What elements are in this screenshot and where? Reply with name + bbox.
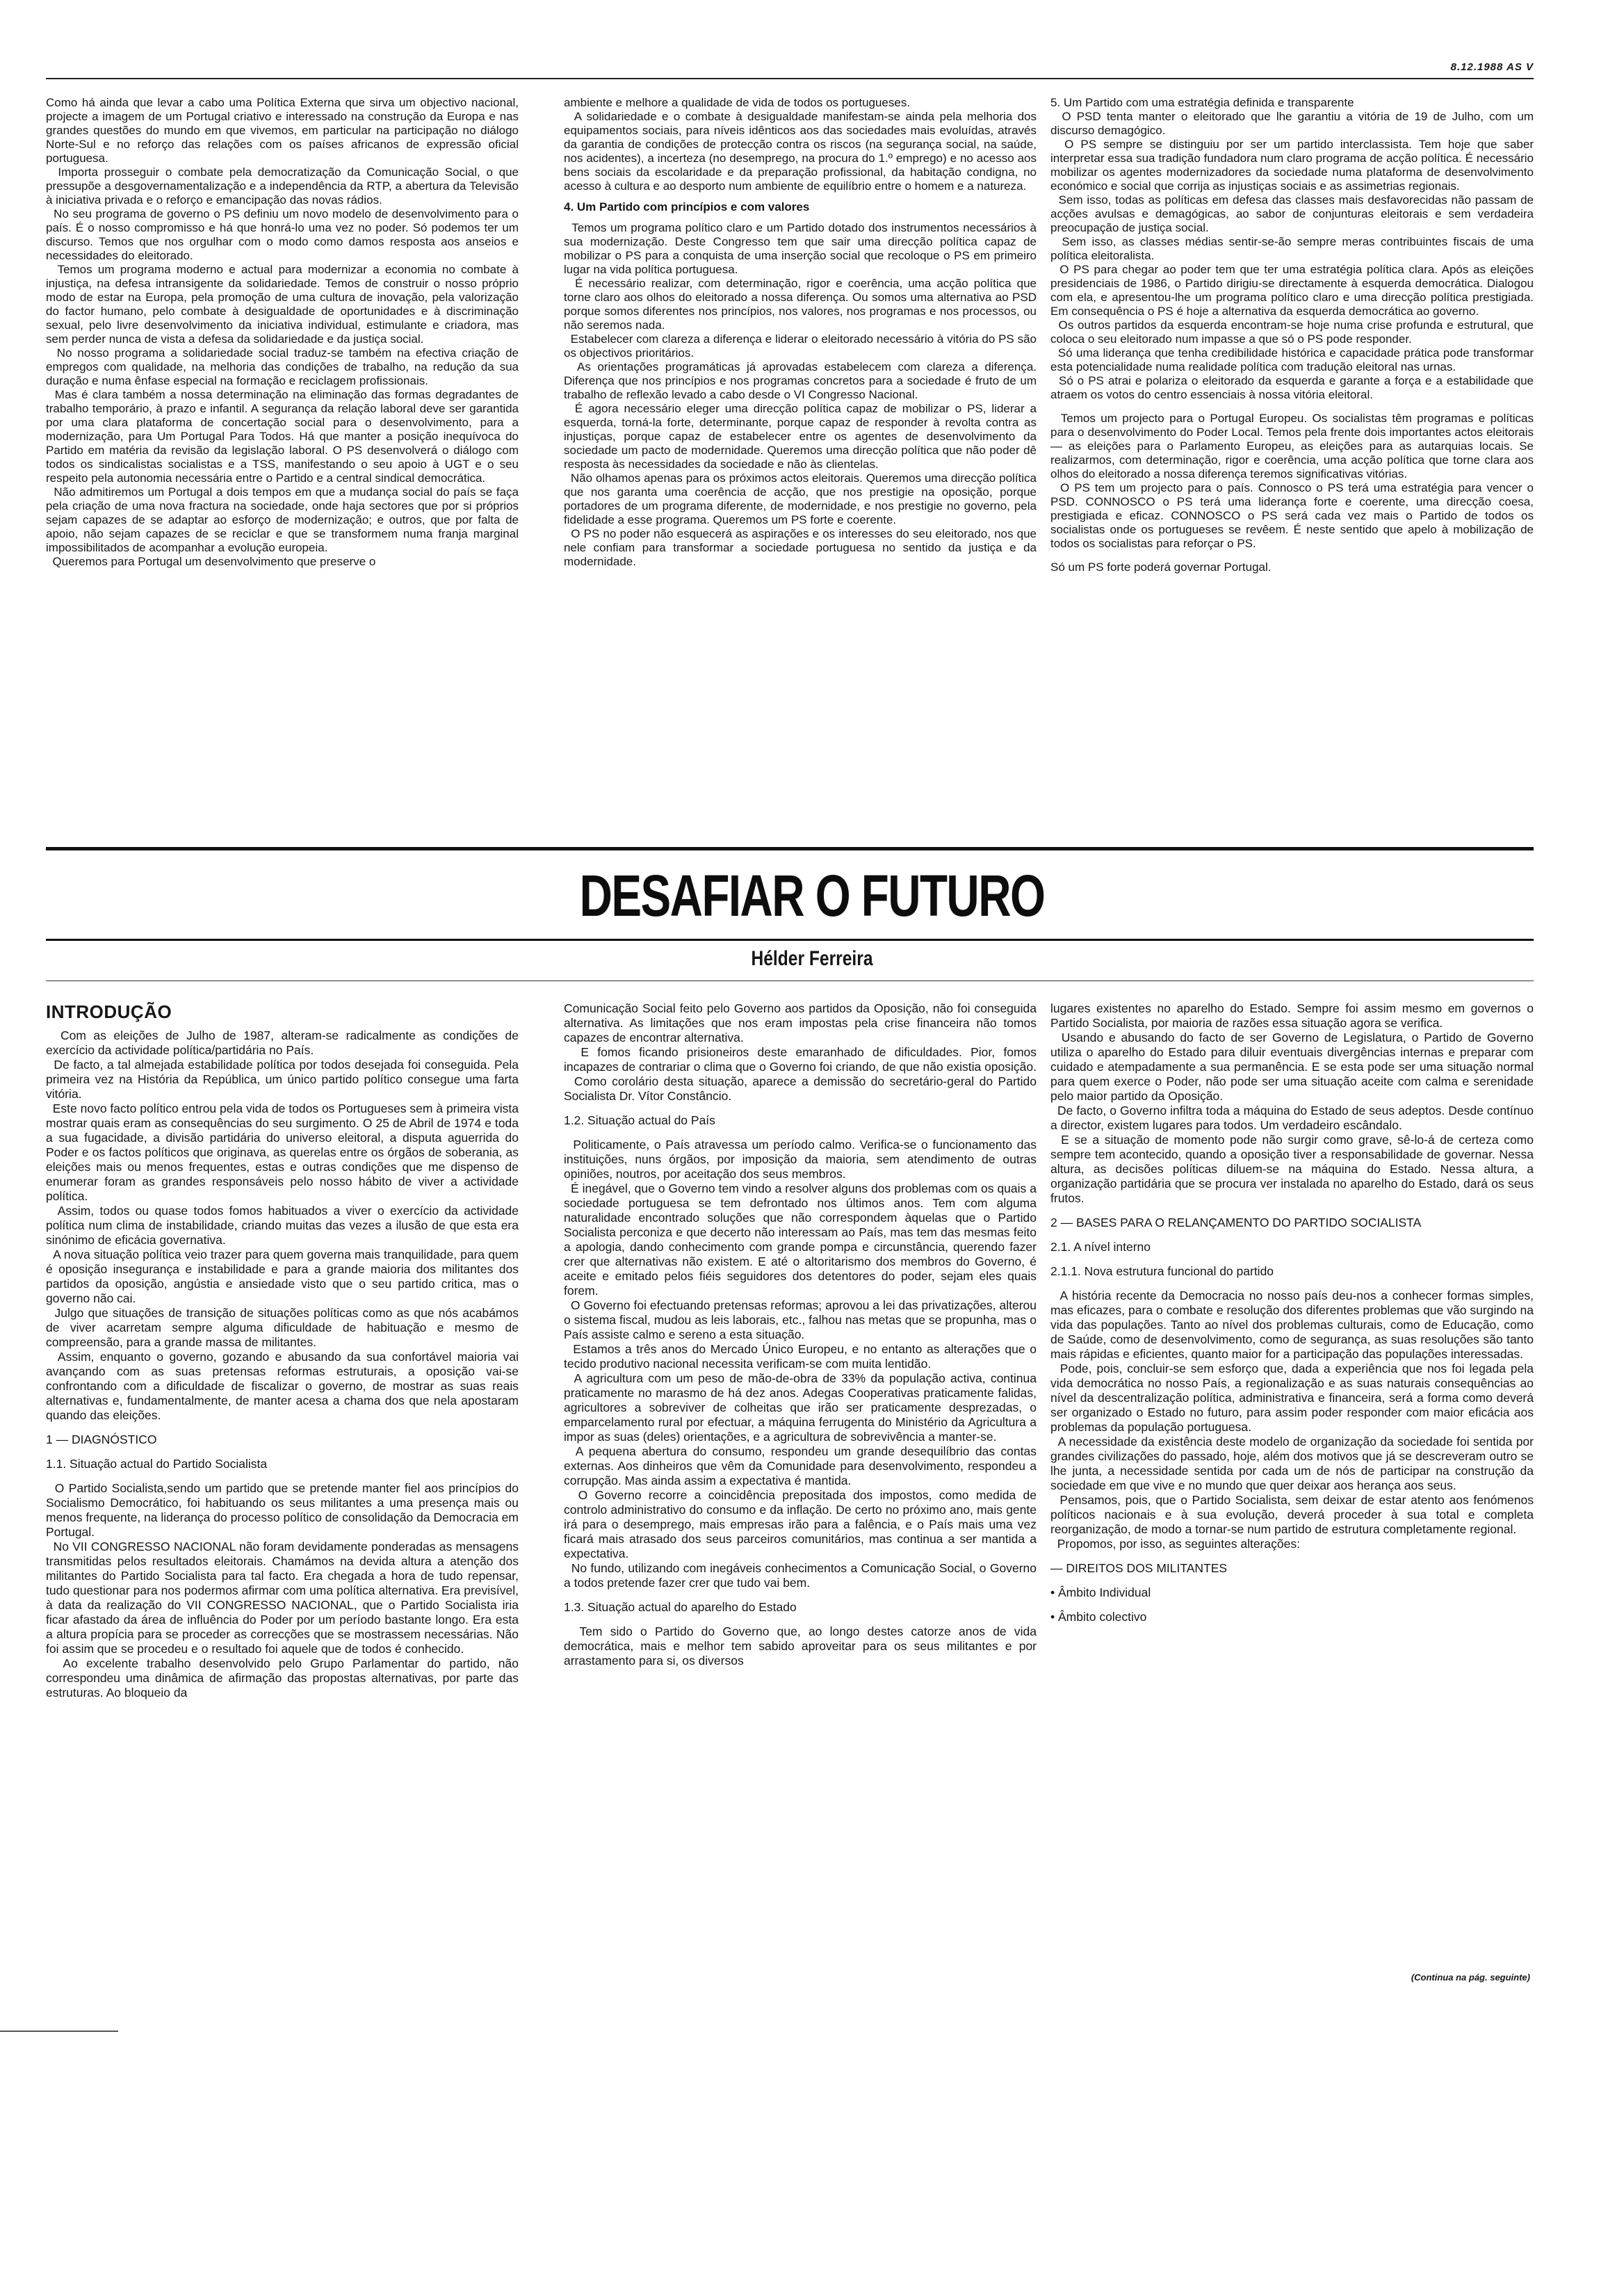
top-column-1 <box>46 96 519 569</box>
section-2: 2 — BASES PARA O RELANÇAMENTO DO PARTIDO SOCIALISTA <box>1050 1216 1422 1229</box>
continued-note: (Continua na pág. seguinte) <box>1411 1972 1530 1983</box>
bullet-individual: • Âmbito Individual <box>1050 1585 1151 1599</box>
main-column-1 <box>46 1001 519 1700</box>
section-2-1-1: 2.1.1. Nova estrutura funcional do partido <box>1050 1264 1274 1278</box>
section-1-1: 1.1. Situação actual do Partido Socialista <box>46 1457 268 1471</box>
top-article <box>46 96 1534 840</box>
main-column-2 <box>564 1001 1040 1668</box>
main-col2-text-b: Politicamente, o País atravessa um período calmo. Verifica-se o funcionamento das instituições, nuns órgãos, por imposição da maioria, sem atendimento de outras opiniões, noutros, por aceitação dos seus membros. É inegável, que o Governo tem vindo a resolver alguns dos problemas com os quais a sociedade portuguesa se tem defrontado nos últimos anos. Tem com alguma naturalidade encontrado soluções que não correspondem àquelas que o Partido Socialista perconiza e que decerto não interessam ao País, mas tem das mesmas feito a apologia, dando conhecimento com grande pompa e circunstância, querendo fazer crer que alternativas não existem. E até o altoritarismo dos membros do Governo, é aceite e emitado pelos fiéis seguidores dos detentores do poder, sejam eles quais forem. O Governo foi efectuando pretensas reformas; aprovou a lei das privatizações, alterou o sistema fiscal, mudou as leis laborais, etc., falhou nas metas que se propunha, mas o País assiste calmo e sereno a esta situação. Estamos a três anos do Mercado Único Europeu, e no entanto as alterações que o tecido produtivo nacional necessita verificam-se com muita lentidão. A agricultura com um peso de mão-de-obra de 33% da população activa, continua praticamente no marasmo de há dez anos. Adegas Cooperativas praticamente falidas, agricultores a sobreviver de colheitas que irão ser praticamente desprezadas, o emparcelamento rural por efectuar, a máquina ferrugenta do Ministério da Agricultura a impor as suas (deles) orientações, e a agricultura de sobrevivência a manter-se. A pequena abertura do consumo, respondeu um grande desequilíbrio das contas externas. Aos dinheiros que vêm da Comunidade para desenvolvimento, respondeu a corrupção. Mas ainda assim a expectativa é mantida. O Governo recorre a coincidência prepositada dos impostos, como medida de controlo administrativo do consumo e da inflação. De certo no próximo ano, mais gente irá para o desemprego, mais empresas irão para a falência, e o País mais uma vez ficará mais atrasado dos seus parceiros comunitários, mas continua a ser mantida a expectativa. No fundo, utilizando com inegáveis conhecimentos a Comunicação Social, o Governo a todos pretende fazer crer que tudo vai bem. <box>564 1138 1037 1590</box>
section-direitos: — DIREITOS DOS MILITANTES <box>1050 1561 1228 1575</box>
main-col2-text-a: Comunicação Social feito pelo Governo aos partidos da Oposição, não foi conseguida alternativa. As limitações que nos eram impostas pela crise financeira não tomos capazes de encontrar alternativa. E fomos ficando prisioneiros deste emaranhado de dificuldades. Pior, fomos incapazes de contrariar o clima que o Governo foi criando, de que não existia oposição. Como corolário desta situação, aparece a demissão do secretário-geral do Partido Socialista Dr. Vítor Constâncio. <box>564 1001 1037 1103</box>
main-col2-text-c: Tem sido o Partido do Governo que, ao longo destes catorze anos de vida democrática, mais e melhor tem sabido aproveitar para os seus militantes e por arrastamento para si, os diversos <box>564 1624 1040 1668</box>
top-column-3 <box>1050 96 1534 574</box>
intro-heading: INTRODUÇÃO <box>46 1001 172 1022</box>
section-rule <box>46 847 1534 850</box>
top-col3-text-a: 5. Um Partido com uma estratégia definida e transparente O PSD tenta manter o eleitorado que lhe garantiu a vitória de 19 de Julho, com um discurso demagógico. O PS sempre se distinguiu por ser um partido interclassista. Tem hoje que saber interpretar essa sua tradição fundadora num claro programa de acção política. É necessário mobilizar os agentes modernizadores da sociedade numa plataforma de desenvolvimento económico e social que corrija as injustiças sociais e as assimetrias regionais. Sem isso, todas as políticas em defesa das classes mais desfavorecidas não passam de acções avulsas e demagógicas, ao sabor de conjunturas eleitorais e sem verdadeira preocupação de justiça social. Sem isso, as classes médias sentir-se-ão sempre meras contribuintes fiscais de uma política eleitoralista. O PS para chegar ao poder tem que ter uma estratégia política clara. Após as eleições presidenciais de 1986, o Partido dirigiu-se directamente à esquerda democrática. Dialogou com ela, e apresentou-lhe um programa político claro e uma direcção política prestigiada. Em consequência o PS é hoje a alternativa da esquerda democrática ao governo. Os outros partidos da esquerda encontram-se hoje numa crise profunda e estrutural, que coloca o seu eleitorado num impasse a que só o PS pode responder. Só uma liderança que tenha credibilidade histórica e capacidade prática pode transformar esta potencialidade numa realidade política com tradução eleitoral nas urnas. Só o PS atrai e polariza o eleitorado da esquerda e garante a força e a estabilidade que atraem os votos do centro essenciais à nossa vitória eleitoral. <box>1050 96 1534 401</box>
article-title: DESAFIAR O FUTURO <box>579 863 1045 928</box>
top-column-2 <box>564 96 1037 569</box>
author-rule <box>46 980 1534 981</box>
main-column-3 <box>1050 1001 1534 1634</box>
margin-mark <box>0 2031 118 2032</box>
main-article <box>46 1001 1534 2024</box>
main-col1-text-b: O Partido Socialista,sendo um partido que se pretende manter fiel aos princípios do Socialismo Democrático, foi habituando os seus militantes a uma presença mais ou menos frequente, na liderança do processo político de consolidação da Democracia em Portugal. No VII CONGRESSO NACIONAL não foram devidamente ponderadas as mensagens transmitidas pelos resultados eleitorais. Chamámos na devida altura a atenção dos militantes do Partido Socialista para tal facto. Era chegada a hora de tudo repensar, tudo questionar para nos podermos afirmar com uma política alternativa. Era previsível, à data da realização do VII CONGRESSO NACIONAL, que o Partido Socialista iria ficar afastado da área de influência do Poder por um período bastante longo. Era esta a altura propícia para se proceder as correcções que se mostrassem necessárias. Não foi assim que se procedeu e o resultado foi aquele que de todos é conhecido. Ao excelente trabalho desenvolvido pelo Grupo Parlamentar do partido, não correspondeu uma dinâmica de afirmação das propostas alternativas, por parte das estruturas. Ao bloqueio da <box>46 1481 519 1700</box>
section-1-2: 1.2. Situação actual do País <box>564 1113 715 1127</box>
section-1-3: 1.3. Situação actual do aparelho do Estado <box>564 1600 797 1614</box>
title-rule <box>46 939 1534 941</box>
closing-line: Só um PS forte poderá governar Portugal. <box>1050 560 1272 574</box>
section-heading-4: 4. Um Partido com princípios e com valores <box>564 200 810 213</box>
main-col3-text-a: lugares existentes no aparelho do Estado. Sempre foi assim mesmo em governos o Partido Socialista, por maioria de razões essa situação agora se verifica. Usando e abusando do facto de ser Governo de Legislatura, o Partido de Governo utiliza o aparelho do Estado para diluir eventuais divergências internas e preparar com cuidado e atempadamente a sua permanência. E se esta pode ser uma situação normal para quem exerce o Poder, não pode ser uma situação aceite com calma e serenidade pelo maior partido da Oposição. De facto, o Governo infiltra toda a máquina do Estado de seus adeptos. Desde contínuo a director, existem lugares para todos. Um verdadeiro escândalo. E se a situação de momento pode não surgir como grave, sê-lo-á de certeza como sempre tem acontecido, quando a oposição tiver a responsabilidade de governar. Nessa altura, as decisões políticas diluem-se na máquina do Estado. Nessa altura, a organização partidária que se procura ver instalada no aparelho do Estado, dará os seus frutos. <box>1050 1001 1534 1205</box>
section-2-1: 2.1. A nível interno <box>1050 1240 1151 1254</box>
main-col3-text-b: A história recente da Democracia no nosso país deu-nos a conhecer formas simples, mas eficazes, para o combate e resolução dos diferentes problemas que vão surgindo na vida das populações. Tanto ao nível dos problemas culturais, como de Educação, como de Saúde, como de desenvolvimento, como de segurança, as suas resoluções são tanto mais rápidas e eficientes, quanto maior for a participação das populações interessadas. Pode, pois, concluir-se sem esforço que, dada a experiência que nos foi legada pela vida democrática no nosso País, a regionalização e as suas naturais consequências ao nível da descentralização política, administrativa e financeira, será a forma como deverá ser organizado o Estado no futuro, para assim poder responder com maior eficácia aos problemas da população portuguesa. A necessidade da existência deste modelo de organização da sociedade foi sentida por grandes civilizações do passado, hoje, além dos motivos que já se descreveram outro se lhe junta, a necessidade sentida por cada um de nós de participar na construção da sociedade em que vive e no mundo que quer deixar aos herança aos seus. Pensamos, pois, que o Partido Socialista, sem deixar de estar atento aos fenómenos políticos nacionais e à sua evolução, deverá proceder à sua total e completa reorganização, de modo a tornar-se num partido de estrutura completamente regional. Propomos, por isso, as seguintes alterações: <box>1050 1289 1534 1551</box>
article-author: Hélder Ferreira <box>751 947 873 970</box>
section-diagnostico: 1 — DIAGNÓSTICO <box>46 1432 157 1446</box>
dateline: 8.12.1988 AS V <box>1450 61 1534 73</box>
top-col1-text: Como há ainda que levar a cabo uma Política Externa que sirva um objectivo nacional, projecte a imagem de um Portugal criativo e interessado na construção da Europa e nas grandes questões do mundo em que vivemos, em particular na participação no diálogo Norte-Sul e no reforço das relações com os países africanos de expressão oficial portuguesa. Importa prosseguir o combate pela democratização da Comunicação Social, o que pressupõe a desgovernamentalização e a independência da RTP, a abertura da Televisão à iniciativa privada e o reforço e emancipação das novas rádios. No seu programa de governo o PS definiu um novo modelo de desenvolvimento para o país. É o nosso compromisso e há que honrá-lo uma vez no poder. Só podemos ter um discurso. Temos que nos orgulhar com o modo como damos resposta aos anseios e necessidades do eleitorado. Temos um programa moderno e actual para modernizar a economia no combate à injustiça, na defesa intransigente da solidariedade. Temos de construir o nosso próprio modo de estar na Europa, pela promoção de uma cultura de inovação, pela valorização do factor humano, pelo combate à desigualdade de oportunidades e à discriminação sexual, pelo livre desenvolvimento da iniciativa individual, estimulante e criadora, mas sem perder nunca de vista a defesa da solidariedade e da justiça social. No nosso programa a solidariedade social traduz-se também na efectiva criação de empregos com qualidade, na melhoria das condições de trabalho, na redução da sua duração e numa ênfase especial na formação e reciclagem profissionais. Mas é clara também a nossa determinação na eliminação das formas degradantes de trabalho temporário, à prazo e infantil. A segurança da relação laboral deve ser garantida por uma clara plataforma de concertação social para o desenvolvimento, para a modernização, para Um Portugal Para Todos. Há que manter a posição inequívoca do Partido em matéria da revisão da legislação laboral. O PS desenvolverá o diálogo com todos os sindicalistas socialistas e a TSS, manifestando o seu apoio à UGT e o seu respeito pela autonomia necessária entre o Partido e a central sindical democrática. Não admitiremos um Portugal a dois tempos em que a mudança social do país se faça pela criação de uma nova fractura na sociedade, onde haja sectores que por si próprios sejam capazes de se adaptar ao esforço de modernização; e outros, que por falta de apoio, não sejam capazes de se reciclar e que se transformem numa franja marginal impossibilitados de acompanhar a evolução europeia. Queremos para Portugal um desenvolvimento que preserve o <box>46 96 519 568</box>
bullet-colectivo: • Âmbito colectivo <box>1050 1610 1147 1624</box>
top-col3-text-b: Temos um projecto para o Portugal Europeu. Os socialistas têm programas e políticas para o desenvolvimento do Poder Local. Temos pela frente dois importantes actos eleitorais — as eleições para o Parlamento Europeu, as eleições para as autarquias locais. Se realizarmos, com determinação, rigor e coerência, uma acção política que torne clara aos olhos do eleitorado a nossa diferença teremos significativas vitórias. O PS tem um projecto para o país. Connosco o PS terá uma estratégia para vencer o PSD. CONNOSCO o PS terá uma liderança forte e coerente, uma direcção coesa, prestigiada e eficaz. CONNOSCO o PS será cada vez mais o Partido de todos os socialistas onde os portugueses se revêem. É neste sentido que apelo à mobilização de todos os socialistas para reforçar o PS. <box>1050 412 1534 550</box>
top-col2-text-b: Temos um programa político claro e um Partido dotado dos instrumentos necessários à sua modernização. Deste Congresso tem que sair uma direcção política capaz de mobilizar o PS para a conquista de uma inserção social que recoloque o PS em primeiro lugar na vida política portuguesa. É necessário realizar, com determinação, rigor e coerência, uma acção política que torne claro aos olhos do eleitorado a nossa diferença. Ou somos uma alternativa ao PSD porque somos diferentes nos princípios, nos valores, nos programas e nos processos, ou não seremos nada. Estabelecer com clareza a diferença e liderar o eleitorado necessário à vitória do PS são os objectivos prioritários. As orientações programáticas já aprovadas estabelecem com clareza a diferença. Diferença que nos princípios e nos programas concretos para a sociedade é fruto de um trabalho de reflexão levado a cabo desde o VI Congresso Nacional. É agora necessário eleger uma direcção política capaz de mobilizar o PS, liderar a esquerda, torná-la forte, determinante, porque capaz de responder à revolta contra as injustiças, porque capaz de estabelecer entre os agentes de desenvolvimento da sociedade um pacto de modernidade. Queremos uma direcção política que não poder dê resposta às necessidades da sociedade e não às clientelas. Não olhamos apenas para os próximos actos eleitorais. Queremos uma direcção política que nos garanta uma coerência de acção, que nos prestigie na oposição, porque portadores de um programa diferente, de modernidade, e nos prestigie no governo, pela fidelidade a esse programa. Queremos um PS forte e coerente. O PS no poder não esquecerá as aspirações e os interesses do seu eleitorado, nos que nele confiam para transformar a sociedade portuguesa no sentido da justiça e da modernidade. <box>564 221 1037 568</box>
main-col1-text-a: Com as eleições de Julho de 1987, alteram-se radicalmente as condições de exercício da actividade política/partidária no País. De facto, a tal almejada estabilidade política por todos desejada foi conseguida. Pela primeira vez na História da República, um único partido político consegue uma farta vitória. Este novo facto político entrou pela vida de todos os Portugueses sem à primeira vista mostrar quais eram as consequências do seu surgimento. O 25 de Abril de 1974 e toda a sua fugacidade, a divisão partidária do universo eleitoral, a disputa aguerrida do Poder e os factos políticos que originava, as querelas entre os órgãos de soberania, as eleições mais ou menos frequentes, estas e outras condições que me dispenso de enumerar foram as grandes responsáveis pelo nosso hábito de viver a actividade política. Assim, todos ou quase todos fomos habituados a viver o exercício da actividade política num clima de instabilidade, criando muitas das vezes a ilusão de que esta era sinónimo de eficácia governativa. A nova situação política veio trazer para quem governa mais tranquilidade, para quem é oposição insegurança e instabilidade e para a grande maioria dos militantes dos partidos da oposição, angústia e ansiedade visto que o seu partido critica, mas o governo não cai. Julgo que situações de transição de situações políticas como as que nós acabámos de viver acarretam sempre alguma dificuldade de habituação e mesmo de compreensão, para a grande massa de militantes. Assim, enquanto o governo, gozando e abusando da sua confortável maioria vai avançando com as suas pretensas reformas estruturais, a oposição vai-se confrontando com a dificuldade de fiscalizar o governo, de mostrar as suas reais alternativas e, fundamentalmente, de manter acesa a chama dos que nela apostaram quando das eleições. <box>46 1028 519 1422</box>
top-col2-text-a: ambiente e melhore a qualidade de vida de todos os portugueses. A solidariedade e o combate à desigualdade manifestam-se ainda pela melhoria dos equipamentos sociais, para níveis idênticos aos das sociedades mais evoluídas, através da garantia de condições de protecção contra os riscos (na segurança social, na saúde, nos acidentes), a incerteza (no desemprego, na procura do 1.º emprego) e no acesso aos bens sociais da escolaridade e da preparação profissional, da habitação condigna, no acesso à cultura e ao desporto num ambiente de equilíbrio entre o homem e a natureza. <box>564 96 1037 193</box>
top-rule <box>46 78 1534 79</box>
